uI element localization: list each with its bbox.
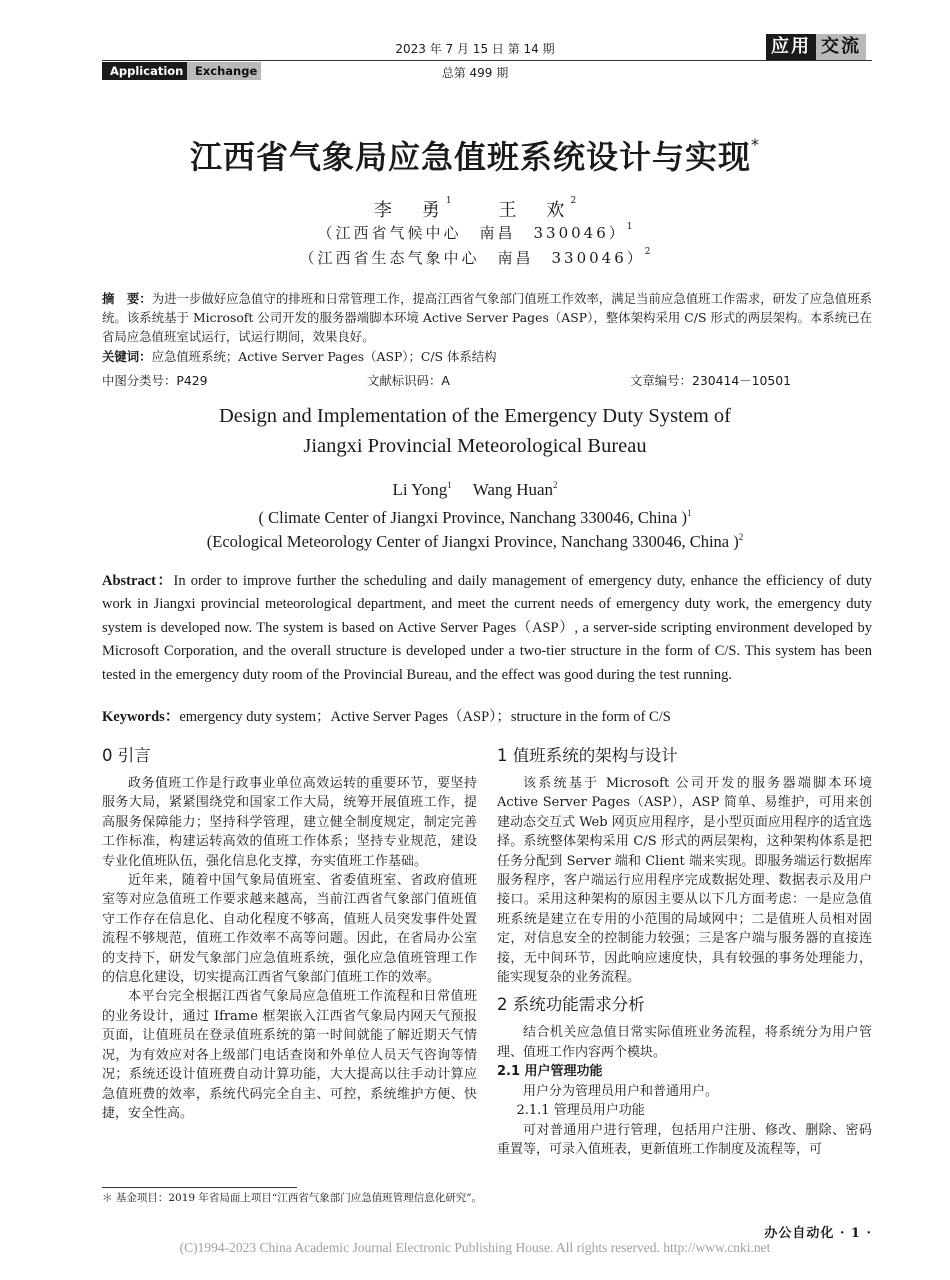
affiliation-cn-2-text: （江西省生态气象中心 南昌 330046）	[299, 249, 645, 267]
paper-title-cn-text: 江西省气象局应急值班系统设计与实现	[189, 138, 751, 176]
affiliation-en-1-text: ( Climate Center of Jiangxi Province, Nanchang 330046, China )	[258, 508, 687, 527]
abstract-en-label: Abstract：	[102, 573, 174, 589]
affiliation-en-1	[0, 508, 950, 528]
subsubsection-heading-admin-functions: 2.1.1 管理员用户功能	[516, 1103, 645, 1119]
keywords-en-label: Keywords：	[102, 709, 180, 725]
affiliation-en-2-sup: 2	[738, 532, 744, 542]
affiliation-cn-1-text: （江西省气候中心 南昌 330046）	[317, 224, 627, 242]
right-column	[497, 744, 872, 1159]
paragraph: 本平台完全根据江西省气象局应急值班工作流程和日常值班的业务设计，通过 Iframe 框架嵌入江西省气象局内网天气预报页面，让值班员在登录值班系统的第一时间就能了解近期天气情况，为有效应对各上级部门电话查岗和外单位人员天气咨询等情况；系统还设计值班费自动计算功能，大大提高以往手动计算应急值班费的效率，系统代码完全自主、可控，系统维护方便、快捷，安全性高。	[102, 989, 477, 1121]
abstract-en-text: In order to improve further the scheduling and daily management of emergency duty, enhance the efficiency of duty work in Jiangxi provincial meteorological department, and meet the current needs of emergency duty work, the emergency duty system is developed now. The system is based on Active Server Pages（ASP）, a server-side scripting environment developed by Microsoft Corporation, and the overall structure is developed under a two-tier structure in the form of C/S. This system has been tested in the emergency duty room of the Provincial Bureau, and the effect was good during the test running.	[102, 573, 872, 683]
paper-title-en	[0, 401, 950, 461]
affiliation-cn-2	[0, 247, 950, 268]
section-heading-introduction: 0 引言	[102, 746, 151, 765]
affiliation-en-1-sup: 1	[686, 508, 692, 518]
footnote-rule	[102, 1187, 297, 1188]
affiliation-cn-2-sup: 2	[644, 247, 651, 257]
title-footnote-mark: *	[751, 135, 760, 155]
keywords-cn	[102, 347, 872, 366]
affiliation-en-2	[0, 532, 950, 552]
copyright-watermark: (C)1994-2023 China Academic Journal Electronic Publishing House. All rights reserved. http://www.cnki.net	[179, 1240, 771, 1255]
author-en-2: Wang Huan	[472, 480, 554, 499]
header-rule	[102, 60, 872, 61]
author-cn-2: 王 欢	[498, 200, 571, 221]
affiliation-cn-1	[0, 222, 950, 243]
paper-title-en-line2: Jiangxi Provincial Meteorological Bureau	[303, 435, 647, 457]
author-en-1-sup: 1	[447, 480, 452, 490]
author-en-2-sup: 2	[553, 480, 558, 490]
paragraph: 近年来，随着中国气象局值班室、省委值班室、省政府值班室等对应急值班工作要求越来越高，当前江西省气象部门值班值守工作存在信息化、自动化程度不够高，值班人员突发事件处置流程不够规范，值班工作效率不高等问题。因此，在省局办公室的支持下，研发气象部门应急值班系统，强化应急值班管理工作的信息化建设，切实提高江西省气象部门值班工作的效率。	[102, 873, 477, 986]
tag-application: Application	[102, 62, 187, 80]
left-column	[102, 744, 477, 1123]
authors-en	[0, 480, 950, 500]
article-number: 文章编号：230414－10501	[630, 373, 792, 388]
document-code: 文献标识码：A	[367, 373, 450, 388]
total-issue: 总第 499 期	[441, 66, 509, 80]
paragraph: 政务值班工作是行政事业单位高效运转的重要环节，要坚持服务大局，紧紧围绕党和国家工作大局，统筹开展值班工作，提高服务保障能力；坚持科学管理，建立健全制度规定，制定完善工作标准，构建运转高效的值班工作体系；坚持专业规范，建设专业化值班队伍，强化信息化支撑，夯实值班工作基础。	[102, 776, 477, 869]
issue-date: 2023 年 7 月 15 日 第 14 期	[395, 42, 555, 56]
author-cn-1: 李 勇	[373, 200, 446, 221]
paragraph: 结合机关应急值日常实际值班业务流程，将系统分为用户管理、值班工作内容两个模块。	[497, 1025, 872, 1060]
journal-page-footer: 办公自动化 · 1 ·	[764, 1226, 872, 1241]
section-label-part-a: 应用	[766, 34, 816, 60]
author-cn-1-sup: 1	[445, 196, 452, 206]
keywords-en	[102, 705, 872, 726]
paragraph: 可对普通用户进行管理，包括用户注册、修改、删除、密码重置等，可录入值班表，更新值班工作制度及流程等，可	[497, 1122, 872, 1157]
section-label-part-b: 交流	[816, 34, 866, 60]
authors-cn	[0, 196, 950, 222]
tag-exchange: Exchange	[187, 62, 261, 80]
keywords-cn-text: 应急值班系统；Active Server Pages（ASP）；C/S 体系结构	[151, 349, 497, 364]
affiliation-en-2-text: (Ecological Meteorology Center of Jiangxi Province, Nanchang 330046, China )	[206, 532, 739, 551]
keywords-cn-label: 关键词：	[102, 349, 152, 364]
keywords-en-text: emergency duty system；Active Server Pages（ASP）；structure in the form of C/S	[179, 709, 671, 725]
affiliation-cn-1-sup: 1	[626, 222, 633, 232]
clc-number: 中图分类号：P429	[102, 373, 208, 388]
abstract-cn-text: 为进一步做好应急值守的排班和日常管理工作，提高江西省气象部门值班工作效率，满足当前应急值班工作需求，研发了应急值班系统。该系统基于 Microsoft 公司开发的服务器端脚本环境 Active Server Pages（ASP），整体架构采用 C/S 形式的两层架构。本系统已在省局应急值班室试运行，试运行期间，效果良好。	[102, 291, 873, 344]
footnote: ＊ 基金项目：2019 年省局面上项目“江西省气象部门应急值班管理信息化研究”。	[102, 1192, 483, 1204]
section-heading-requirements: 2 系统功能需求分析	[497, 995, 645, 1015]
paragraph: 该系统基于 Microsoft 公司开发的服务器端脚本环境 Active Server Pages（ASP），ASP 简单、易维护，可用来创建动态交互式 Web 网页应用程序，是小型页面应用程序的适宜选择。系统整体架构采用 C/S 形式的两层架构，这种架构体系是把任务分配到 Server 端和 Client 端来实现。即服务端运行数据库服务程序，客户端运行应用程序完成数据处理、数据表示及用户接口。采用这种架构的原因主要从以下几方面考虑：一是应急值班系统是建立在专用的小范围的局域网中；二是值班人员相对固定，对信息安全的控制能力较强；三是客户端与服务器的直接连接，无中间环节，因此响应速度快，具有较强的事务处理能力，能实现复杂的业务流程。	[497, 776, 872, 986]
author-en-1: Li Yong	[392, 480, 448, 499]
paper-title-cn	[0, 132, 950, 178]
abstract-en	[102, 570, 872, 687]
abstract-cn-label: 摘 要：	[102, 291, 152, 306]
section-heading-architecture: 1 值班系统的架构与设计	[497, 746, 678, 765]
abstract-cn	[102, 289, 872, 346]
paper-title-en-line1: Design and Implementation of the Emergency Duty System of	[218, 405, 731, 427]
section-label	[766, 34, 866, 60]
subsection-heading-user-management: 2.1 用户管理功能	[497, 1064, 603, 1080]
paragraph: 用户分为管理员用户和普通用户。	[523, 1083, 719, 1099]
author-cn-2-sup: 2	[570, 196, 577, 206]
